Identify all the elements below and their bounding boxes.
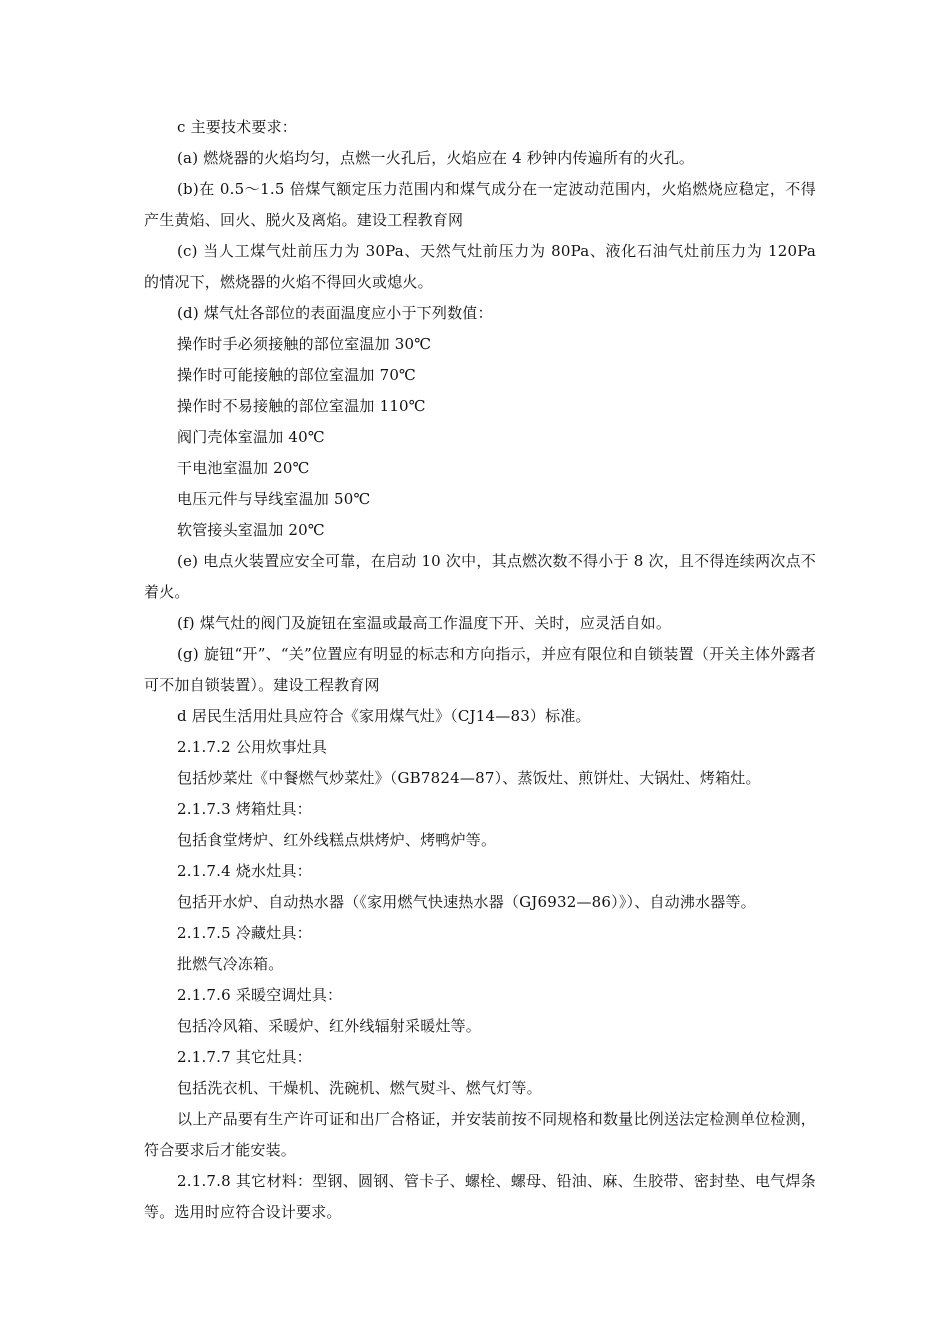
section-heading-d: d 居民生活用灶具应符合《家用煤气灶》（CJ14—83）标准。 — [177, 707, 591, 725]
section-heading-2176: 2.1.7.6 采暖空调灶具： — [177, 986, 343, 1004]
requirement-e: (e) 电点火装置应安全可靠，在启动 10 次中，其点燃次数不得小于 8 次，且不得连续两次点不着火。 — [144, 552, 816, 601]
document-body — [144, 112, 816, 1228]
requirement-c: (c) 当人工煤气灶前压力为 30Pa、天然气灶前压力为 80Pa、液化石油气灶前压力为 120Pa 的情况下，燃烧器的火焰不得回火或熄火。 — [144, 242, 816, 291]
temperature-item: 干电池室温加 20℃ — [177, 459, 310, 477]
temperature-item: 软管接头室温加 20℃ — [177, 521, 325, 539]
temperature-item: 操作时手必须接触的部位室温加 30℃ — [177, 335, 432, 353]
requirement-d: (d) 煤气灶各部位的表面温度应小于下列数值： — [177, 304, 493, 322]
paragraph-text: 以上产品要有生产许可证和出厂合格证，并安装前按不同规格和数量比例送法定检测单位检测，符合要求后才能安装。 — [144, 1110, 816, 1159]
section-heading-2172: 2.1.7.2 公用炊事灶具 — [177, 738, 328, 756]
paragraph-text: 包括洗衣机、干燥机、洗碗机、燃气熨斗、燃气灯等。 — [177, 1079, 542, 1097]
section-heading-2173: 2.1.7.3 烤箱灶具： — [177, 800, 312, 818]
requirement-g: (g) 旋钮“开”、“关”位置应有明显的标志和方向指示，并应有限位和自锁装置（开关主体外露者可不加自锁装置）。建设工程教育网 — [144, 645, 816, 694]
section-heading-2178: 2.1.7.8 其它材料：型钢、圆钢、管卡子、螺栓、螺母、铅油、麻、生胶带、密封垫、电气焊条等。选用时应符合设计要求。 — [144, 1172, 816, 1221]
paragraph-text: 包括开水炉、自动热水器（《家用燃气快速热水器（GJ6932—86）》）、自动沸水器等。 — [177, 893, 756, 911]
temperature-item: 操作时不易接触的部位室温加 110℃ — [177, 397, 426, 415]
paragraph-text: 批燃气冷冻箱。 — [177, 955, 284, 973]
paragraph-text: 包括冷风箱、采暖炉、红外线辐射采暖灶等。 — [177, 1017, 482, 1035]
section-heading-c: c 主要技术要求： — [177, 118, 297, 136]
requirement-a: (a) 燃烧器的火焰均匀，点燃一火孔后，火焰应在 4 秒钟内传遍所有的火孔。 — [177, 149, 695, 167]
temperature-item: 阀门壳体室温加 40℃ — [177, 428, 325, 446]
temperature-item: 操作时可能接触的部位室温加 70℃ — [177, 366, 417, 384]
section-heading-2175: 2.1.7.5 冷藏灶具： — [177, 924, 312, 942]
paragraph-text: 包括食堂烤炉、红外线糕点烘烤炉、烤鸭炉等。 — [177, 831, 497, 849]
temperature-item: 电压元件与导线室温加 50℃ — [177, 490, 371, 508]
section-heading-2174: 2.1.7.4 烧水灶具： — [177, 862, 312, 880]
requirement-b: (b)在 0.5～1.5 倍煤气额定压力范围内和煤气成分在一定波动范围内，火焰燃烧应稳定，不得产生黄焰、回火、脱火及离焰。建设工程教育网 — [144, 180, 816, 229]
section-heading-2177: 2.1.7.7 其它灶具： — [177, 1048, 312, 1066]
requirement-f: (f) 煤气灶的阀门及旋钮在室温或最高工作温度下开、关时，应灵活自如。 — [177, 614, 672, 632]
paragraph-text: 包括炒菜灶《中餐燃气炒菜灶》（GB7824—87）、蒸饭灶、煎饼灶、大锅灶、烤箱灶。 — [177, 769, 761, 787]
